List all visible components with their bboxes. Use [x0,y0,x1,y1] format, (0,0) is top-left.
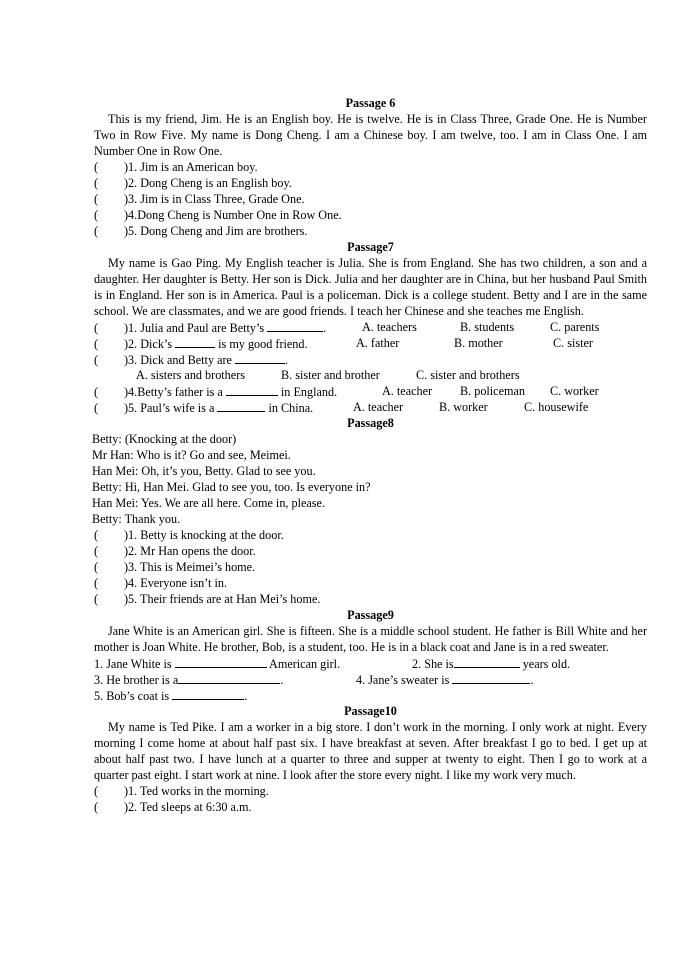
answer-blank[interactable] [452,671,530,684]
passage10-text: My name is Ted Pike. I am a worker in a big store. I don’t work in the morning. I only work at night. Every morning I come home at about half past six. I have breakfast at seven. After breakfast I go to bed. I get up at about half past two. I have lunch at a quarter to three and supper at twenty to eight. Then I go to work at a quarter past eight. I start work at nine. I look after the store every night. I like my work very much. [94,720,647,782]
answer-blank[interactable] [454,655,520,668]
answer-blank[interactable] [178,671,280,684]
passage6-title: Passage 6 [345,96,396,110]
passage9-fill-row-3: 5. Bob’s coat is . [94,689,248,703]
dialog-line: Betty: (Knocking at the door) [92,432,237,446]
passage9-fill-row-2: 3. He brother is a . 4. Jane’s sweater is . [94,673,534,687]
answer-blank[interactable] [217,399,265,412]
passage9-fill-row-1: 1. Jane White is American girl. 2. She is years old. [94,657,571,671]
passage7-question-3: ( )3. Dick and Betty are . [94,353,289,367]
passage7-question-1: ( )1. Julia and Paul are Betty’s . A. teachers B. students C. parents [94,320,600,335]
dialog-line: Betty: Thank you. [92,512,181,526]
passage6-question-3: ( )3. Jim is in Class Three, Grade One. [94,192,305,206]
passage9-text: Jane White is an American girl. She is fifteen. She is a middle school student. He father is Bill White and her mother is Joan White. He brother, Bob, is a student, too. He is in a black coat and Jane is in a red sweater. [94,624,647,654]
passage8-question-3: ( )3. This is Meimei’s home. [94,560,256,574]
passage9-title: Passage9 [347,608,394,622]
passage8-question-1: ( )1. Betty is knocking at the door. [94,528,284,542]
passage6-question-1: ( )1. Jim is an American boy. [94,160,258,174]
dialog-line: Han Mei: Oh, it’s you, Betty. Glad to see you. [92,464,316,478]
passage6-question-2: ( )2. Dong Cheng is an English boy. [94,176,292,190]
passage10-title: Passage10 [344,704,397,718]
passage10-question-2: ( )2. Ted sleeps at 6:30 a.m. [94,800,252,814]
answer-blank[interactable] [175,335,215,348]
dialog-line: Betty: Hi, Han Mei. Glad to see you, too. Is everyone in? [92,480,371,494]
passage6-question-4: ( )4.Dong Cheng is Number One in Row One. [94,208,342,222]
passage7-text: My name is Gao Ping. My English teacher is Julia. She is from England. She has two children, a son and a daughter. Her daughter is Betty. Her son is Dick. Julia and her daughter are in China, but her husband Paul Smith is in England. Her son is in America. Paul is a policeman. Dick is a college student. Betty and I are in the same school. We are classmates, and we are good friends. I teach her Chinese and she teaches me English. [94,256,647,318]
answer-blank[interactable] [172,687,244,700]
passage8-question-4: ( )4. Everyone isn’t in. [94,576,228,590]
passage10-question-1: ( )1. Ted works in the morning. [94,784,269,798]
passage7-question-5: ( )5. Paul’s wife is a in China. A. teacher B. worker C. housewife [94,400,589,415]
passage6-question-5: ( )5. Dong Cheng and Jim are brothers. [94,224,308,238]
worksheet [94,95,647,815]
answer-blank[interactable] [267,319,323,332]
answer-blank[interactable] [175,655,267,668]
passage7-question-4: ( )4.Betty’s father is a in England. A. teacher B. policeman C. worker [94,384,599,399]
passage8-title: Passage8 [347,416,394,430]
passage6-text: This is my friend, Jim. He is an English boy. He is twelve. He is in Class Three, Grade One. He is Number Two in Row Five. My name is Dong Cheng. I am a Chinese boy. I am twelve, too. I am in Class One. I am Number One in Row One. [94,112,647,158]
dialog-line: Mr Han: Who is it? Go and see, Meimei. [92,448,291,462]
passage8-question-2: ( )2. Mr Han opens the door. [94,544,256,558]
passage7-question-3-options: A. sisters and brothers B. sister and brother C. sister and brothers [136,368,520,382]
passage7-title: Passage7 [347,240,394,254]
passage8-question-5: ( )5. Their friends are at Han Mei’s home. [94,592,321,606]
passage7-question-2: ( )2. Dick’s is my good friend. A. father B. mother C. sister [94,336,593,351]
answer-blank[interactable] [226,383,278,396]
answer-blank[interactable] [235,351,285,364]
dialog-line: Han Mei: Yes. We are all here. Come in, please. [92,496,325,510]
